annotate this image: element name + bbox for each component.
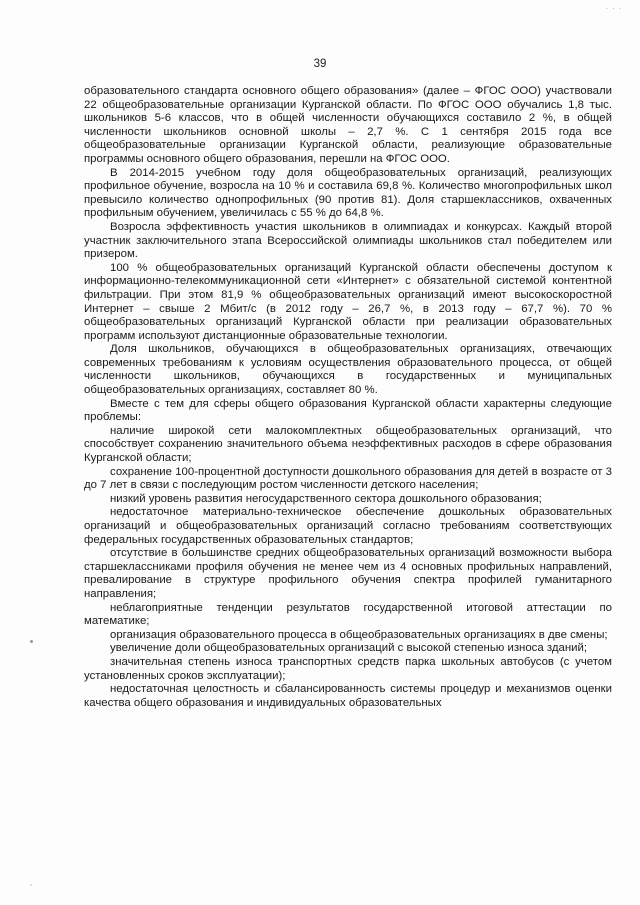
paragraph: образовательного стандарта основного общего образования» (далее – ФГОС ООО) участвовали 22 общеобразовательные организации Курганской области. По ФГОС ООО обучались 1,8 тыс. школьников 5-6 классов, что в общей численности обучающихся составило 2 %, в общей численности школьников основной школы – 2,7 %. С 1 сентября 2015 года все общеобразовательные организации Курганской области, реализующие образовательные программы основного общего образования, перешли на ФГОС ООО. xyxy=(84,85,612,165)
scan-artifact-mark: · · · xyxy=(605,5,622,13)
problem-list-item: неблагоприятные тенденции результатов государственной итоговой аттестации по математике; xyxy=(84,601,612,628)
document-body xyxy=(84,85,612,710)
problem-list-item: сохранение 100-процентной доступности дошкольного образования для детей в возрасте от 3 до 7 лет в связи с последующим ростом численности детского населения; xyxy=(84,465,612,492)
paragraph: Доля школьников, обучающихся в общеобразовательных организациях, отвечающих современных требованиям к условиям осуществления образовательного процесса, от общей численности школьников, обучающихся в государственных и муниципальных общеобразовательных организациях, составляет 80 %. xyxy=(84,343,612,397)
problem-list-item: организация образовательного процесса в общеобразовательных организациях в две смены; xyxy=(110,628,608,641)
problem-list-item: наличие широкой сети малокомплектных общеобразовательных организаций, что способствует сохранению значительного объема неэффективных расходов в сфере образования Курганской области; xyxy=(84,424,612,465)
page-number: 39 xyxy=(313,58,327,70)
problem-list-item: отсутствие в большинстве средних общеобразовательных организаций возможности выбора старшеклассниками профиля обучения не менее чем из 4 основных профильных направлений, превалирование в структуре профильного обучения спектра профилей гуманитарного направления; xyxy=(84,547,612,600)
paragraph: 100 % общеобразовательных организаций Курганской области обеспечены доступом к информационно-телекоммуникационной сети «Интернет» с обязательной системой контентной фильтрации. При этом 81,9 % общеобразовательных организаций имеют высокоскоростной Интернет – свыше 2 Мбит/с (в 2012 году – 26,7 %, в 2013 году – 67,7 %). 70 % общеобразовательных организаций Курганской области при реализации образовательных программ используют дистанционные образовательные технологии. xyxy=(84,261,612,342)
paragraph: В 2014-2015 учебном году доля общеобразовательных организаций, реализующих профильное обучение, возросла на 10 % и составила 69,8 %. Количество многопрофильных школ превысило количество однопрофильных (90 против 81). Доля старшеклассников, охваченных профильным обучением, увеличилась с 55 % до 64,8 %. xyxy=(84,166,612,220)
problem-list-item: недостаточная целостность и сбалансированность системы процедур и механизмов оценки качества общего образования и индивидуальных образовательных xyxy=(84,683,612,709)
problem-list-item: недостаточное материально-техническое обеспечение дошкольных образовательных организаций и общеобразовательных организаций согласно требованиям соответствующих федеральных государственных образовательных стандартов; xyxy=(84,506,612,546)
problem-list-item: увеличение доли общеобразовательных организаций с высокой степенью износа зданий; xyxy=(110,642,588,655)
problem-list-item: низкий уровень развития негосударственного сектора дошкольного образования; xyxy=(110,492,542,505)
paragraph: Возросла эффективность участия школьников в олимпиадах и конкурсах. Каждый второй участник заключительного этапа Всероссийской олимпиады школьников стал победителем или призером. xyxy=(84,220,612,261)
scan-artifact-tick: , xyxy=(30,879,33,887)
paragraph: Вместе с тем для сферы общего образования Курганской области характерны следующие проблемы: xyxy=(84,397,612,424)
scan-artifact-dot xyxy=(30,640,33,643)
problem-list-item: значительная степень износа транспортных средств парка школьных автобусов (с учетом установленных сроков эксплуатации); xyxy=(84,655,612,682)
